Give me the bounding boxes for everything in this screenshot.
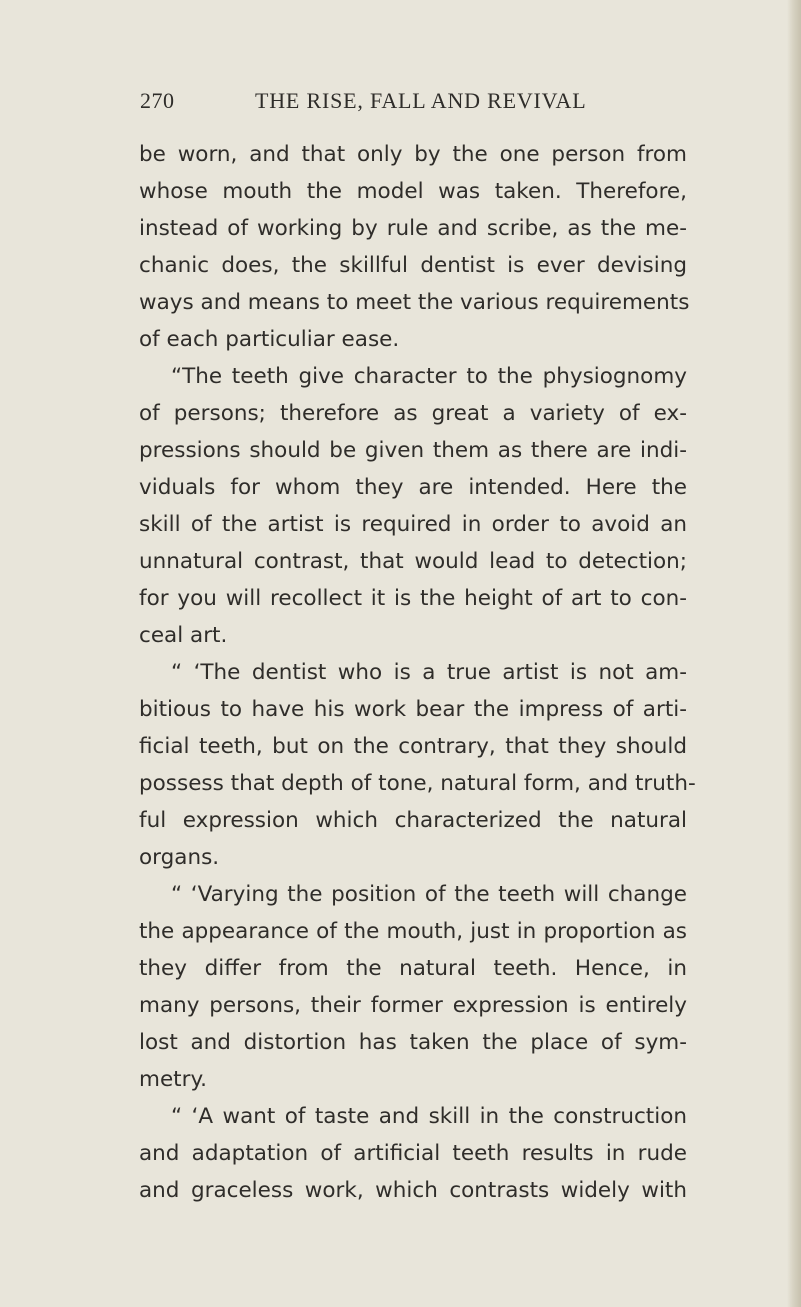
running-head: THE RISE, FALL AND REVIVAL xyxy=(255,88,587,113)
body-text xyxy=(139,136,696,1209)
text-line: whose mouth the model was taken. Therefore, xyxy=(139,179,687,204)
text-line: be worn, and that only by the one person from xyxy=(139,142,687,167)
text-line: viduals for whom they are intended. Here the xyxy=(139,475,687,500)
text-line: of each particuliar ease. xyxy=(139,327,400,352)
page-number: 270 xyxy=(140,88,175,113)
text-line: bitious to have his work bear the impress of arti- xyxy=(139,697,687,722)
text-line: for you will recollect it is the height of art to con- xyxy=(139,586,687,611)
text-line: they differ from the natural teeth. Hence, in xyxy=(139,956,687,981)
text-line: skill of the artist is required in order to avoid an xyxy=(139,512,687,537)
text-line: metry. xyxy=(139,1067,207,1092)
text-line: chanic does, the skillful dentist is ever devising xyxy=(139,253,687,278)
text-line: and adaptation of artificial teeth results in rude xyxy=(139,1141,687,1166)
text-line: ways and means to meet the various requirements xyxy=(139,290,690,315)
text-line: organs. xyxy=(139,845,220,870)
text-line: unnatural contrast, that would lead to detection; xyxy=(139,549,687,574)
text-line: of persons; therefore as great a variety of ex- xyxy=(139,401,687,426)
text-line: “ ‘Varying the position of the teeth will change xyxy=(171,882,687,907)
page-edge xyxy=(787,0,801,1307)
text-line: ful expression which characterized the natural xyxy=(139,808,687,833)
text-line: instead of working by rule and scribe, as the me- xyxy=(139,216,687,241)
text-line: and graceless work, which contrasts widely with xyxy=(139,1178,687,1203)
text-line: ceal art. xyxy=(139,623,228,648)
page-header xyxy=(140,88,680,118)
text-line: “The teeth give character to the physiognomy xyxy=(171,364,687,389)
text-line: the appearance of the mouth, just in proportion as xyxy=(139,919,687,944)
text-line: possess that depth of tone, natural form, and truth- xyxy=(139,771,696,796)
text-line: pressions should be given them as there are indi- xyxy=(139,438,687,463)
text-line: “ ‘A want of taste and skill in the construction xyxy=(171,1104,687,1129)
text-line: many persons, their former expression is entirely xyxy=(139,993,687,1018)
text-line: “ ‘The dentist who is a true artist is not am- xyxy=(171,660,687,685)
text-line: ficial teeth, but on the contrary, that they should xyxy=(139,734,687,759)
text-line: lost and distortion has taken the place of sym- xyxy=(139,1030,687,1055)
